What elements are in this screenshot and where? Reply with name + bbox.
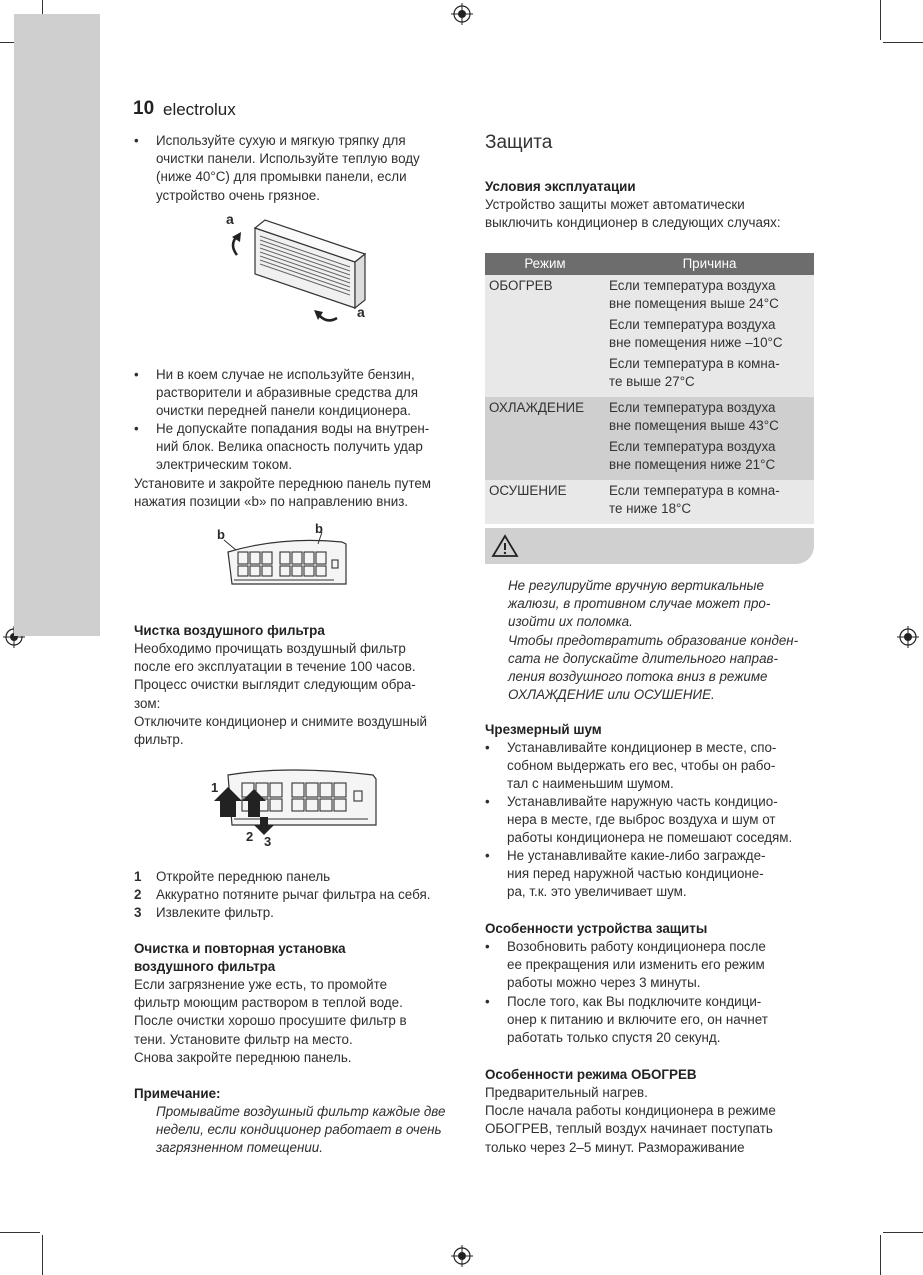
step-number: 2 [134, 887, 142, 903]
filter-heading: Чистка воздушного фильтра [134, 623, 325, 638]
text-line: Процесс очистки выглядит следующим обра- [134, 677, 416, 693]
step-text: Откройте переднюю панель [156, 869, 331, 884]
text-line: Если температура воздуха [609, 278, 776, 293]
registration-mark-icon [451, 1245, 473, 1267]
text-line: тени. Установите фильтр на место. [134, 1031, 353, 1047]
crop-mark [883, 42, 923, 43]
text-line: Отключите кондиционер и снимите воздушный [134, 713, 427, 729]
text-line: Необходимо прочищать воздушный фильтр [134, 641, 406, 656]
text-line: Ни в коем случае не используйте бензин, [156, 367, 415, 382]
crop-mark [880, 0, 881, 40]
filter-text [134, 640, 469, 749]
bullet-icon: • [485, 939, 490, 954]
table-header: Причина [605, 253, 814, 275]
figure-label-a: a [357, 304, 365, 320]
text-line: нера в месте, где выброс воздуха и шум от [507, 812, 776, 828]
step-item [134, 868, 474, 886]
mode-cell: ОХЛАЖДЕНИЕ [485, 397, 605, 480]
warning-text [508, 577, 818, 704]
text-line: очистки панели. Используйте теплую воду [156, 151, 420, 167]
text-line: вне помещения выше 43°C [609, 418, 779, 433]
paragraph [134, 475, 469, 511]
text-line: выключить кондиционер в следующих случаях: [485, 215, 781, 231]
figure-label-b: b [217, 527, 225, 542]
text-line: недели, если кондиционер работает в очень [156, 1122, 442, 1138]
heating-heading: Особенности режима ОБОГРЕВ [485, 1067, 697, 1082]
mode-cell: ОСУШЕНИЕ [485, 480, 605, 524]
text-line: ОБОГРЕВ, теплый воздух начинает поступать [485, 1121, 773, 1137]
text-line: тал с наименьшим шумом. [507, 776, 674, 792]
text-line: изойти их поломка. [508, 614, 633, 630]
text-line: фильтр моющим раствором в теплой воде. [134, 995, 403, 1011]
reinstall-heading [134, 940, 346, 976]
ac-unit-panel-figure [215, 210, 375, 330]
conditions-text [485, 196, 820, 232]
text-line: сата не допускайте длительного направ- [508, 650, 778, 666]
text-line: те выше 27°C [609, 374, 695, 389]
side-tab-bar [14, 14, 100, 636]
text-line: Возобновить работу кондиционера после [507, 939, 766, 954]
text-line: ОХЛАЖДЕНИЕ или ОСУШЕНИЕ. [508, 687, 715, 703]
text-line: устройство очень грязное. [156, 187, 320, 203]
reason-cell [605, 397, 814, 480]
text-line: электрическим током. [156, 457, 293, 473]
text-line: ления воздушного потока вниз в режиме [508, 669, 768, 685]
reason-cell [605, 480, 814, 524]
bullet-icon: • [134, 133, 139, 148]
text-line: ее прекращения или изменить его режим [507, 957, 765, 973]
text-line: работы кондиционера не помешают соседям. [507, 830, 793, 846]
text-line: Если температура в комна- [609, 483, 780, 498]
text-line: Очистка и повторная установка [134, 941, 346, 956]
text-line: загрязненном помещении. [156, 1140, 323, 1156]
crop-mark [883, 1232, 923, 1233]
steps-list [134, 868, 474, 923]
features-heading: Особенности устройства защиты [485, 921, 708, 936]
crop-mark [42, 1235, 43, 1275]
warning-triangle-icon [491, 534, 519, 558]
text-line: Не допускайте попадания воды на внутрен- [156, 421, 430, 436]
text-line: Если температура в комна- [609, 356, 780, 371]
crop-mark [0, 1232, 40, 1233]
text-line: Устройство защиты может автоматически [485, 197, 745, 212]
figure-label-3: 3 [264, 834, 272, 849]
text-line: Не регулируйте вручную вертикальные [508, 578, 764, 593]
registration-mark-icon [451, 3, 473, 25]
text-line: Предварительный нагрев. [485, 1085, 648, 1100]
text-line: после его эксплуатации в течение 100 часов. [134, 659, 416, 675]
note-text [156, 1103, 476, 1158]
brand-name: electrolux [163, 100, 236, 119]
page-number: 10 [133, 98, 155, 119]
text-line: Если температура воздуха [609, 439, 776, 454]
bullet-icon: • [134, 367, 139, 382]
text-line: ний блок. Велика опасность получить удар [156, 439, 423, 455]
text-line: После очистки хорошо просушите фильтр в [134, 1013, 407, 1029]
text-line: нажатия позиции «b» по направлению вниз. [134, 494, 409, 510]
text-line: работы можно через 3 минуты. [507, 975, 701, 991]
table-row [485, 275, 814, 397]
reinstall-text [134, 976, 474, 1067]
reason-cell [605, 275, 814, 397]
text-line: Если температура воздуха [609, 317, 776, 332]
text-line: Если температура воздуха [609, 400, 776, 415]
text-line: Устанавливайте наружную часть кондицио- [507, 794, 778, 809]
text-line: растворители и абразивные средства для [156, 385, 418, 401]
text-line: После начала работы кондиционера в режиме [485, 1103, 776, 1119]
step-number: 3 [134, 905, 142, 921]
figure-label-a: a [226, 211, 234, 227]
text-line: фильтр. [134, 732, 184, 748]
text-line: Используйте сухую и мягкую тряпку для [156, 133, 406, 148]
text-line: зом: [134, 695, 161, 711]
text-line: После того, как Вы подключите кондици- [507, 994, 762, 1009]
text-line: собном выдержать его вес, чтобы он рабо- [507, 758, 776, 774]
heating-text [485, 1084, 820, 1157]
bullet-icon: • [485, 794, 490, 809]
text-line: ния перед наружной частью кондиционе- [507, 866, 764, 882]
figure-label-1: 1 [211, 780, 219, 795]
section-title: Защита [485, 132, 553, 153]
text-line: воздушного фильтра [134, 959, 276, 975]
step-text: Извлеките фильтр. [156, 905, 274, 921]
bullet-icon: • [485, 994, 490, 1009]
text-line: Если загрязнение уже есть, то промойте [134, 977, 388, 992]
ac-filter-removal-figure [208, 765, 383, 845]
text-line: вне помещения ниже 21°C [609, 457, 776, 472]
bullet-icon: • [485, 740, 490, 755]
text-line: Снова закройте переднюю панель. [134, 1049, 352, 1065]
note-heading: Примечание: [134, 1086, 221, 1101]
step-item [134, 904, 474, 922]
table-row [485, 397, 814, 480]
text-line: (ниже 40°C) для промывки панели, если [156, 169, 407, 185]
step-number: 1 [134, 869, 142, 884]
table-row [485, 480, 814, 524]
noise-heading: Чрезмерный шум [485, 722, 602, 737]
text-line: Устанавливайте кондиционер в месте, спо- [507, 740, 777, 755]
crop-mark [880, 1235, 881, 1275]
protection-table [485, 253, 814, 524]
text-line: жалюзи, в противном случае может про- [508, 596, 771, 612]
warning-banner [485, 528, 814, 564]
mode-cell: ОБОГРЕВ [485, 275, 605, 397]
text-line: ра, т.к. это увеличивает шум. [507, 884, 687, 900]
text-line: только через 2–5 минут. Размораживание [485, 1139, 745, 1155]
text-line: вне помещения выше 24°C [609, 296, 779, 311]
figure-label-b: b [315, 521, 323, 536]
conditions-heading: Условия эксплуатации [485, 179, 636, 194]
text-line: Промывайте воздушный фильтр каждые две [156, 1104, 446, 1119]
text-line: Чтобы предотвратить образование конден- [508, 632, 799, 648]
step-item [134, 886, 474, 904]
text-line: онер к питанию и включите его, он начнет [507, 1012, 768, 1028]
text-line: очистки передней панели кондиционера. [156, 403, 411, 419]
step-text: Аккуратно потяните рычаг фильтра на себя. [156, 887, 431, 903]
bullet-icon: • [134, 421, 139, 436]
text-line: Не устанавливайте какие-либо загражде- [507, 848, 766, 863]
figure-label-2: 2 [246, 829, 254, 844]
text-line: Установите и закройте переднюю панель путем [134, 476, 431, 491]
ac-unit-front-figure [222, 530, 352, 590]
bullet-icon: • [485, 848, 490, 863]
text-line: работать только спустя 20 секунд. [507, 1030, 721, 1046]
registration-mark-icon [897, 626, 919, 648]
text-line: те ниже 18°C [609, 501, 692, 516]
text-line: вне помещения ниже –10°C [609, 335, 783, 350]
table-header: Режим [485, 253, 605, 275]
